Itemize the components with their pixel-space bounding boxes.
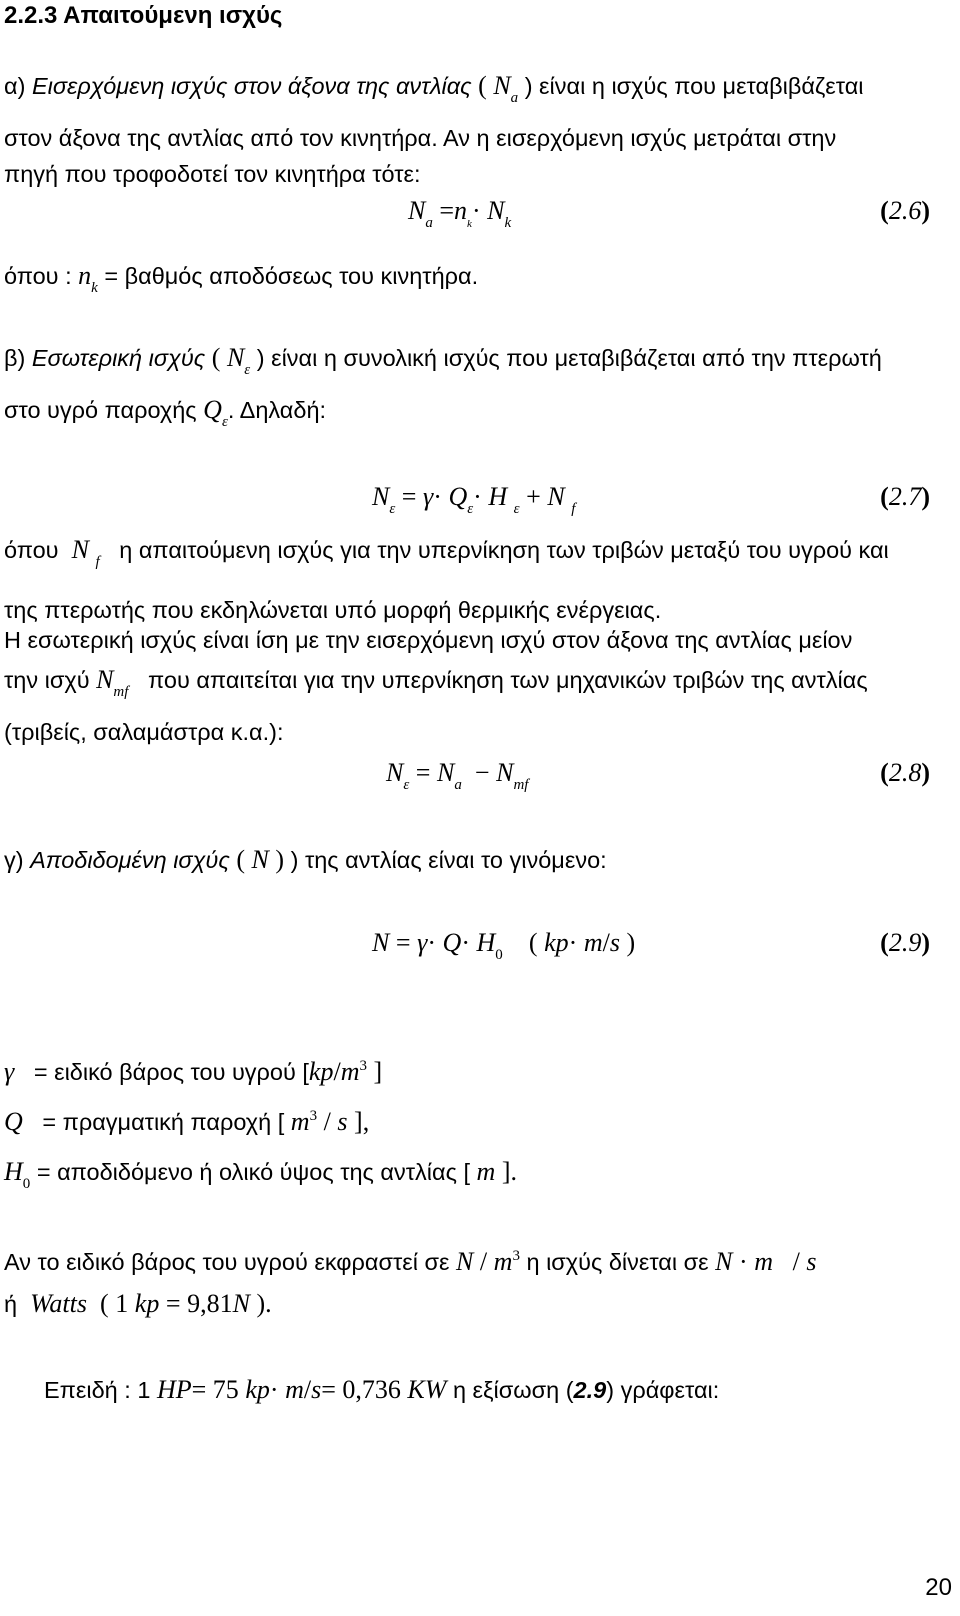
para-b-where: όπου N $_f$ η απαιτούμενη ισχύς για την υπερνίκηση των τριβών μεταξύ του υγρού και [4, 535, 889, 570]
para-a-line-2: στον άξονα της αντλίας από τον κινητήρα. Αν η εισερχόμενη ισχύς μετράται στην [4, 125, 837, 151]
para-c-title: Αποδιδομένη ισχύς [30, 847, 230, 873]
note-line-1: Αν το ειδικό βάρος του υγρού εκφραστεί σε N / $m^3$ η ισχύς δίνεται σε N · m / s [4, 1247, 817, 1276]
para-c-line-1: γ) Αποδιδομένη ισχύς ( N ) ) της αντλίας είναι το γινόμενο: [4, 845, 607, 874]
para-b-internal-line-3: (τριβείς, σαλαμάστρα κ.α.): [4, 719, 284, 745]
eq-number-2-7: (2.7) [880, 482, 930, 511]
equation-2-8: $N_\varepsilon = N_a - N_{mf}$ [386, 758, 529, 793]
eq-number-2-8: (2.8) [880, 758, 930, 787]
equation-2-7: $N_\varepsilon = \gamma\cdot Q_\varepsilon\cdot H$ $_\varepsilon$ + N $_f$ [372, 482, 576, 517]
para-b-friction-line-2: της πτερωτής που εκδηλώνεται υπό μορφή θερμικής ενέργειας. [4, 597, 662, 623]
para-a-line1-end: ) είναι η ισχύς που μεταβιβάζεται [524, 73, 864, 99]
para-a-line-3: πηγή που τροφοδοτεί τον κινητήρα τότε: [4, 161, 421, 187]
final-line: Επειδή : 1 HP= 75 kp· m/s= 0,736 KW η εξίσωση (2.9) γράφεται: [44, 1375, 720, 1404]
definition-h0: $H_0 = \alpha\pi o\delta\iota\delta ό\mu\varepsilon\nu o$ ή ολικό ύψος της αντλίας [ m ]. [4, 1157, 517, 1192]
equation-2-9: $N = \gamma\cdot Q\cdot H_0$ ( kp· m/s ) [372, 928, 636, 963]
para-a-line-1: α) Εισερχόμενη ισχύς στον άξονα της αντλίας ( $N_a$ ) είναι η ισχύς που μεταβιβάζεται [4, 71, 864, 106]
para-b-title: Εσωτερική ισχύς [31, 345, 206, 371]
eq-number-2-6: (2.6) [880, 196, 930, 225]
equation-2-6: $N_a =n_k\cdot N_k$ [408, 196, 512, 231]
note-line-2: ή Watts ( 1 kp = 9,81N ). [4, 1289, 272, 1318]
definition-q: Q = πραγματική παροχή [ $m^3$ / s ], [4, 1107, 370, 1136]
para-b-internal-line-1: Η εσωτερική ισχύς είναι ίση με την εισερχόμενη ισχύ στον άξονα της αντλίας μείον [4, 627, 853, 653]
para-a-where: όπου : $n_k = \beta\alpha\theta\mu ό\varsigma$ αποδόσεως του κινητήρα. [4, 261, 479, 296]
page-number: 20 [925, 1574, 952, 1601]
para-a-prefix: α) [4, 73, 32, 99]
section-heading: 2.2.3 Απαιτούμενη ισχύς [4, 2, 283, 29]
definition-gamma: γ = ειδικό βάρος του υγρού [$kp/m^3$ ] [4, 1057, 383, 1086]
eq-number-2-9: (2.9) [880, 928, 930, 957]
para-b-internal-line-2: την ισχύ $N_{mf}$ που απαιτείται για την υπερνίκηση των μηχανικών τριβών της αντλίας [4, 665, 868, 700]
para-b-line-2: στο υγρό παροχής $Q_\varepsilon$. Δηλαδή: [4, 395, 327, 430]
para-a-title: Εισερχόμενη ισχύς στον άξονα της αντλίας [31, 73, 472, 99]
para-b-line-1: β) Εσωτερική ισχύς ( $N_\varepsilon$ ) είναι η συνολική ισχύς που μεταβιβάζεται από την πτερωτή [4, 343, 882, 378]
